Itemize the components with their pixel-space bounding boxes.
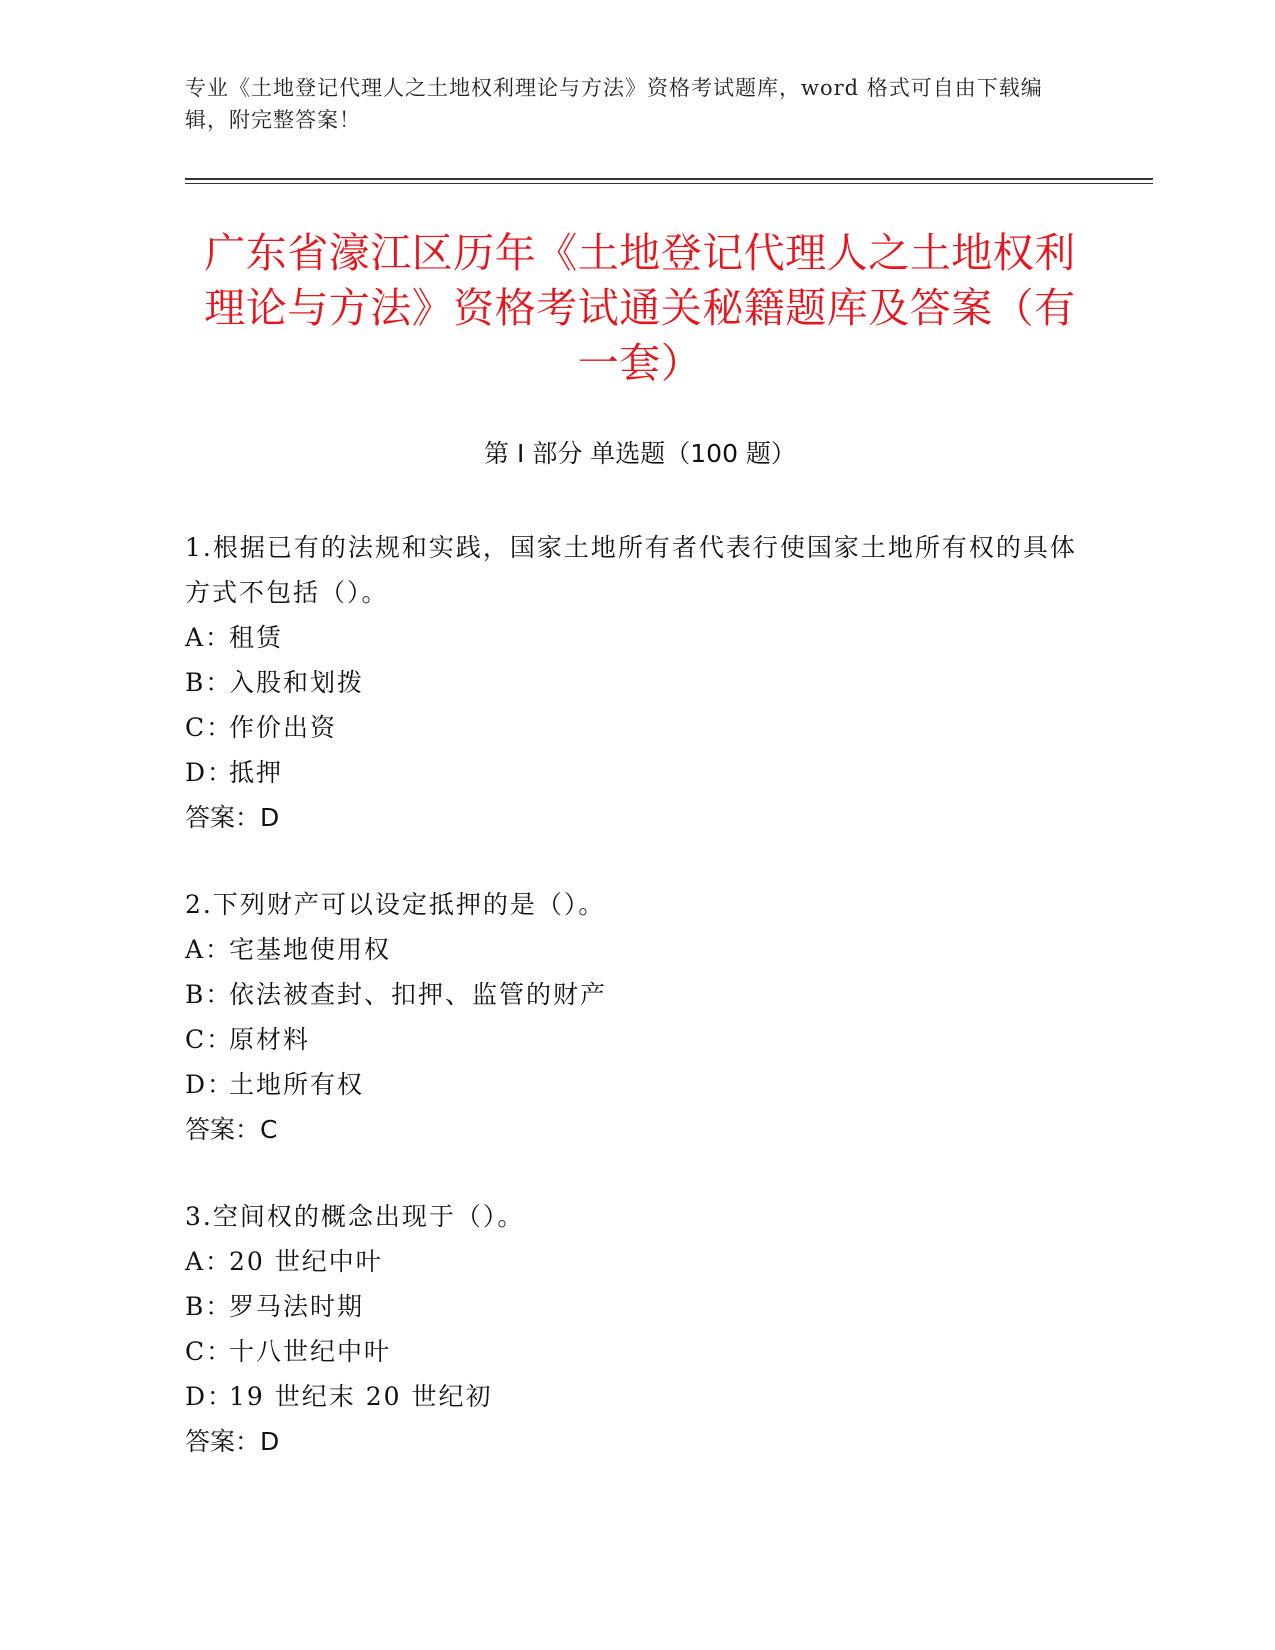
option-key: C： — [185, 713, 234, 742]
option-b — [185, 660, 1095, 705]
option-key: C： — [185, 1025, 234, 1054]
section-title: 第 I 部分 单选题（100 题） — [484, 439, 796, 468]
header-note: 专业《土地登记代理人之土地权利理论与方法》资格考试题库，word 格式可自由下载编辑，附完整答案！ — [185, 76, 1043, 132]
option-text: 原材料 — [229, 1025, 311, 1054]
question-2 — [185, 882, 1095, 1152]
question-stem: 1.根据已有的法规和实践，国家土地所有者代表行使国家土地所有权的具体方式不包括（）。 — [185, 533, 1077, 607]
option-text: 19 世纪末 20 世纪初 — [229, 1382, 493, 1411]
option-text: 租赁 — [229, 623, 284, 652]
option-key: B： — [185, 668, 233, 697]
option-key: D： — [185, 1070, 235, 1099]
option-key: A： — [185, 623, 233, 652]
answer: 答案：C — [185, 1115, 278, 1144]
answer: 答案：D — [185, 803, 280, 832]
option-text: 罗马法时期 — [229, 1292, 365, 1321]
question-1 — [185, 525, 1095, 840]
question-3 — [185, 1194, 1095, 1464]
option-key: B： — [185, 980, 233, 1009]
document-title: 广东省濠江区历年《土地登记代理人之土地权利理论与方法》资格考试通关秘籍题库及答案（有一套） — [204, 229, 1076, 387]
option-b — [185, 972, 1095, 1017]
option-b — [185, 1284, 1095, 1329]
option-a — [185, 615, 1095, 660]
option-text: 作价出资 — [229, 713, 338, 742]
option-c — [185, 705, 1095, 750]
option-text: 土地所有权 — [229, 1070, 365, 1099]
option-key: A： — [185, 1247, 233, 1276]
option-d — [185, 750, 1095, 795]
option-text: 入股和划拨 — [229, 668, 365, 697]
option-key: B： — [185, 1292, 233, 1321]
answer: 答案：D — [185, 1427, 280, 1456]
option-a — [185, 927, 1095, 972]
option-text: 宅基地使用权 — [229, 935, 392, 964]
option-a — [185, 1239, 1095, 1284]
option-d — [185, 1374, 1095, 1419]
option-c — [185, 1329, 1095, 1374]
question-stem: 3.空间权的概念出现于（）。 — [185, 1202, 525, 1231]
option-text: 十八世纪中叶 — [229, 1337, 392, 1366]
option-key: A： — [185, 935, 233, 964]
option-key: D： — [185, 1382, 235, 1411]
header-rule-thin — [185, 183, 1153, 184]
question-stem: 2.下列财产可以设定抵押的是（）。 — [185, 890, 606, 919]
option-text: 20 世纪中叶 — [229, 1247, 383, 1276]
question-list — [185, 525, 1095, 1506]
option-c — [185, 1017, 1095, 1062]
option-d — [185, 1062, 1095, 1107]
header-rule-thick — [185, 178, 1153, 180]
option-text: 依法被查封、扣押、监管的财产 — [229, 980, 608, 1009]
option-key: C： — [185, 1337, 234, 1366]
option-key: D： — [185, 758, 235, 787]
option-text: 抵押 — [229, 758, 284, 787]
